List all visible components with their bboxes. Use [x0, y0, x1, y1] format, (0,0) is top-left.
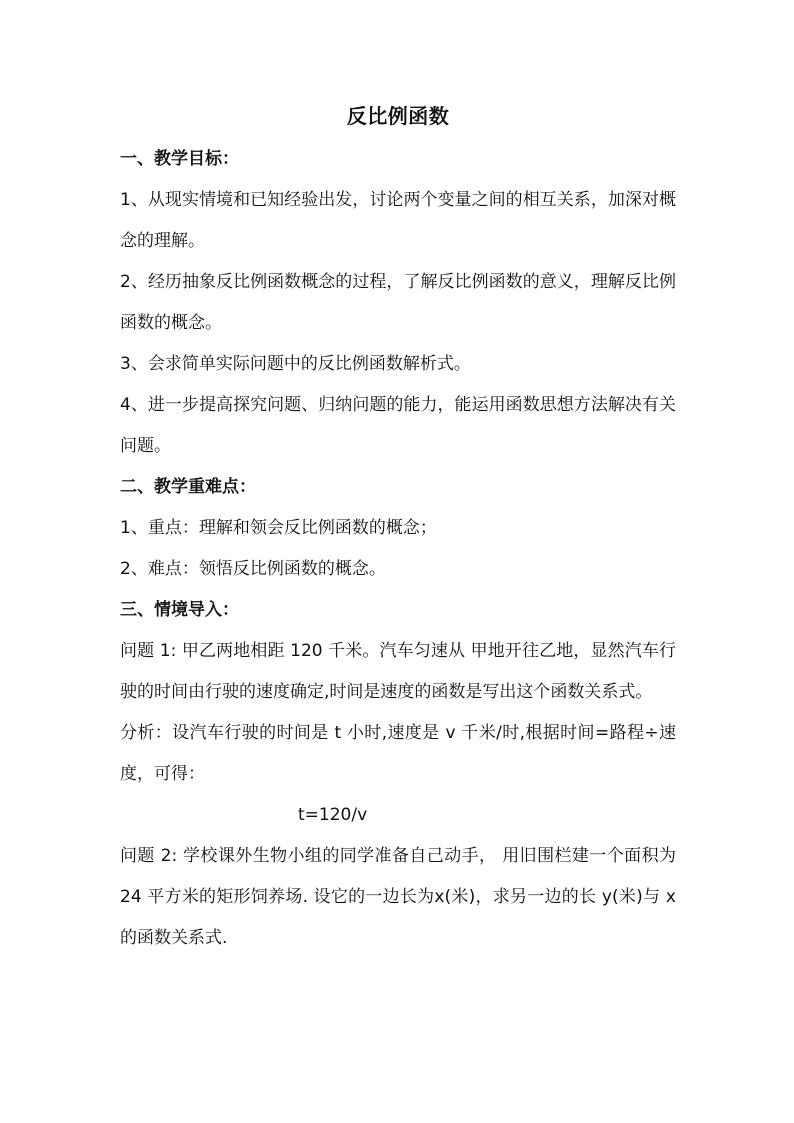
section-heading-objectives: 一、教学目标： — [120, 149, 239, 169]
key-point-item: 1、重点：理解和领会反比例函数的概念； — [120, 518, 437, 538]
difficult-point-item: 2、难点：领悟反比例函数的概念。 — [120, 559, 386, 579]
objective-item-1: 1、从现实情境和已知经验出发，讨论两个变量之间的相互关系，加深对概念的理解。 — [120, 190, 676, 251]
objective-item-3: 3、会求简单实际问题中的反比例函数解析式。 — [120, 354, 471, 374]
document-title: 反比例函数 — [346, 104, 450, 128]
problem-2: 问题 2: 学校课外生物小组的同学准备自己动手， 用旧围栏建一个面积为 24 平方米的矩形饲养场. 设它的一边长为x(米)，求另一边的长 y(米)与 x 的函数关系式. — [120, 846, 676, 948]
formula-line: t=120/v — [298, 805, 368, 825]
objective-item-4: 4、进一步提高探究问题、归纳问题的能力，能运用函数思想方法解决有关问题。 — [120, 395, 676, 456]
section-heading-introduction: 三、情境导入： — [120, 600, 239, 620]
problem-1: 问题 1: 甲乙两地相距 120 千米。汽车匀速从 甲地开往乙地，显然汽车行驶的时间由行驶的速度确定,时间是速度的函数是写出这个函数关系式。 — [120, 641, 676, 702]
analysis-text: 分析：设汽车行驶的时间是 t 小时,速度是 v 千米/时,根据时间=路程÷速度，可得： — [120, 723, 676, 784]
objective-item-2: 2、经历抽象反比例函数概念的过程，了解反比例函数的意义，理解反比例函数的概念。 — [120, 272, 676, 333]
section-heading-key-points: 二、教学重难点： — [120, 477, 256, 497]
document-page — [120, 100, 676, 959]
